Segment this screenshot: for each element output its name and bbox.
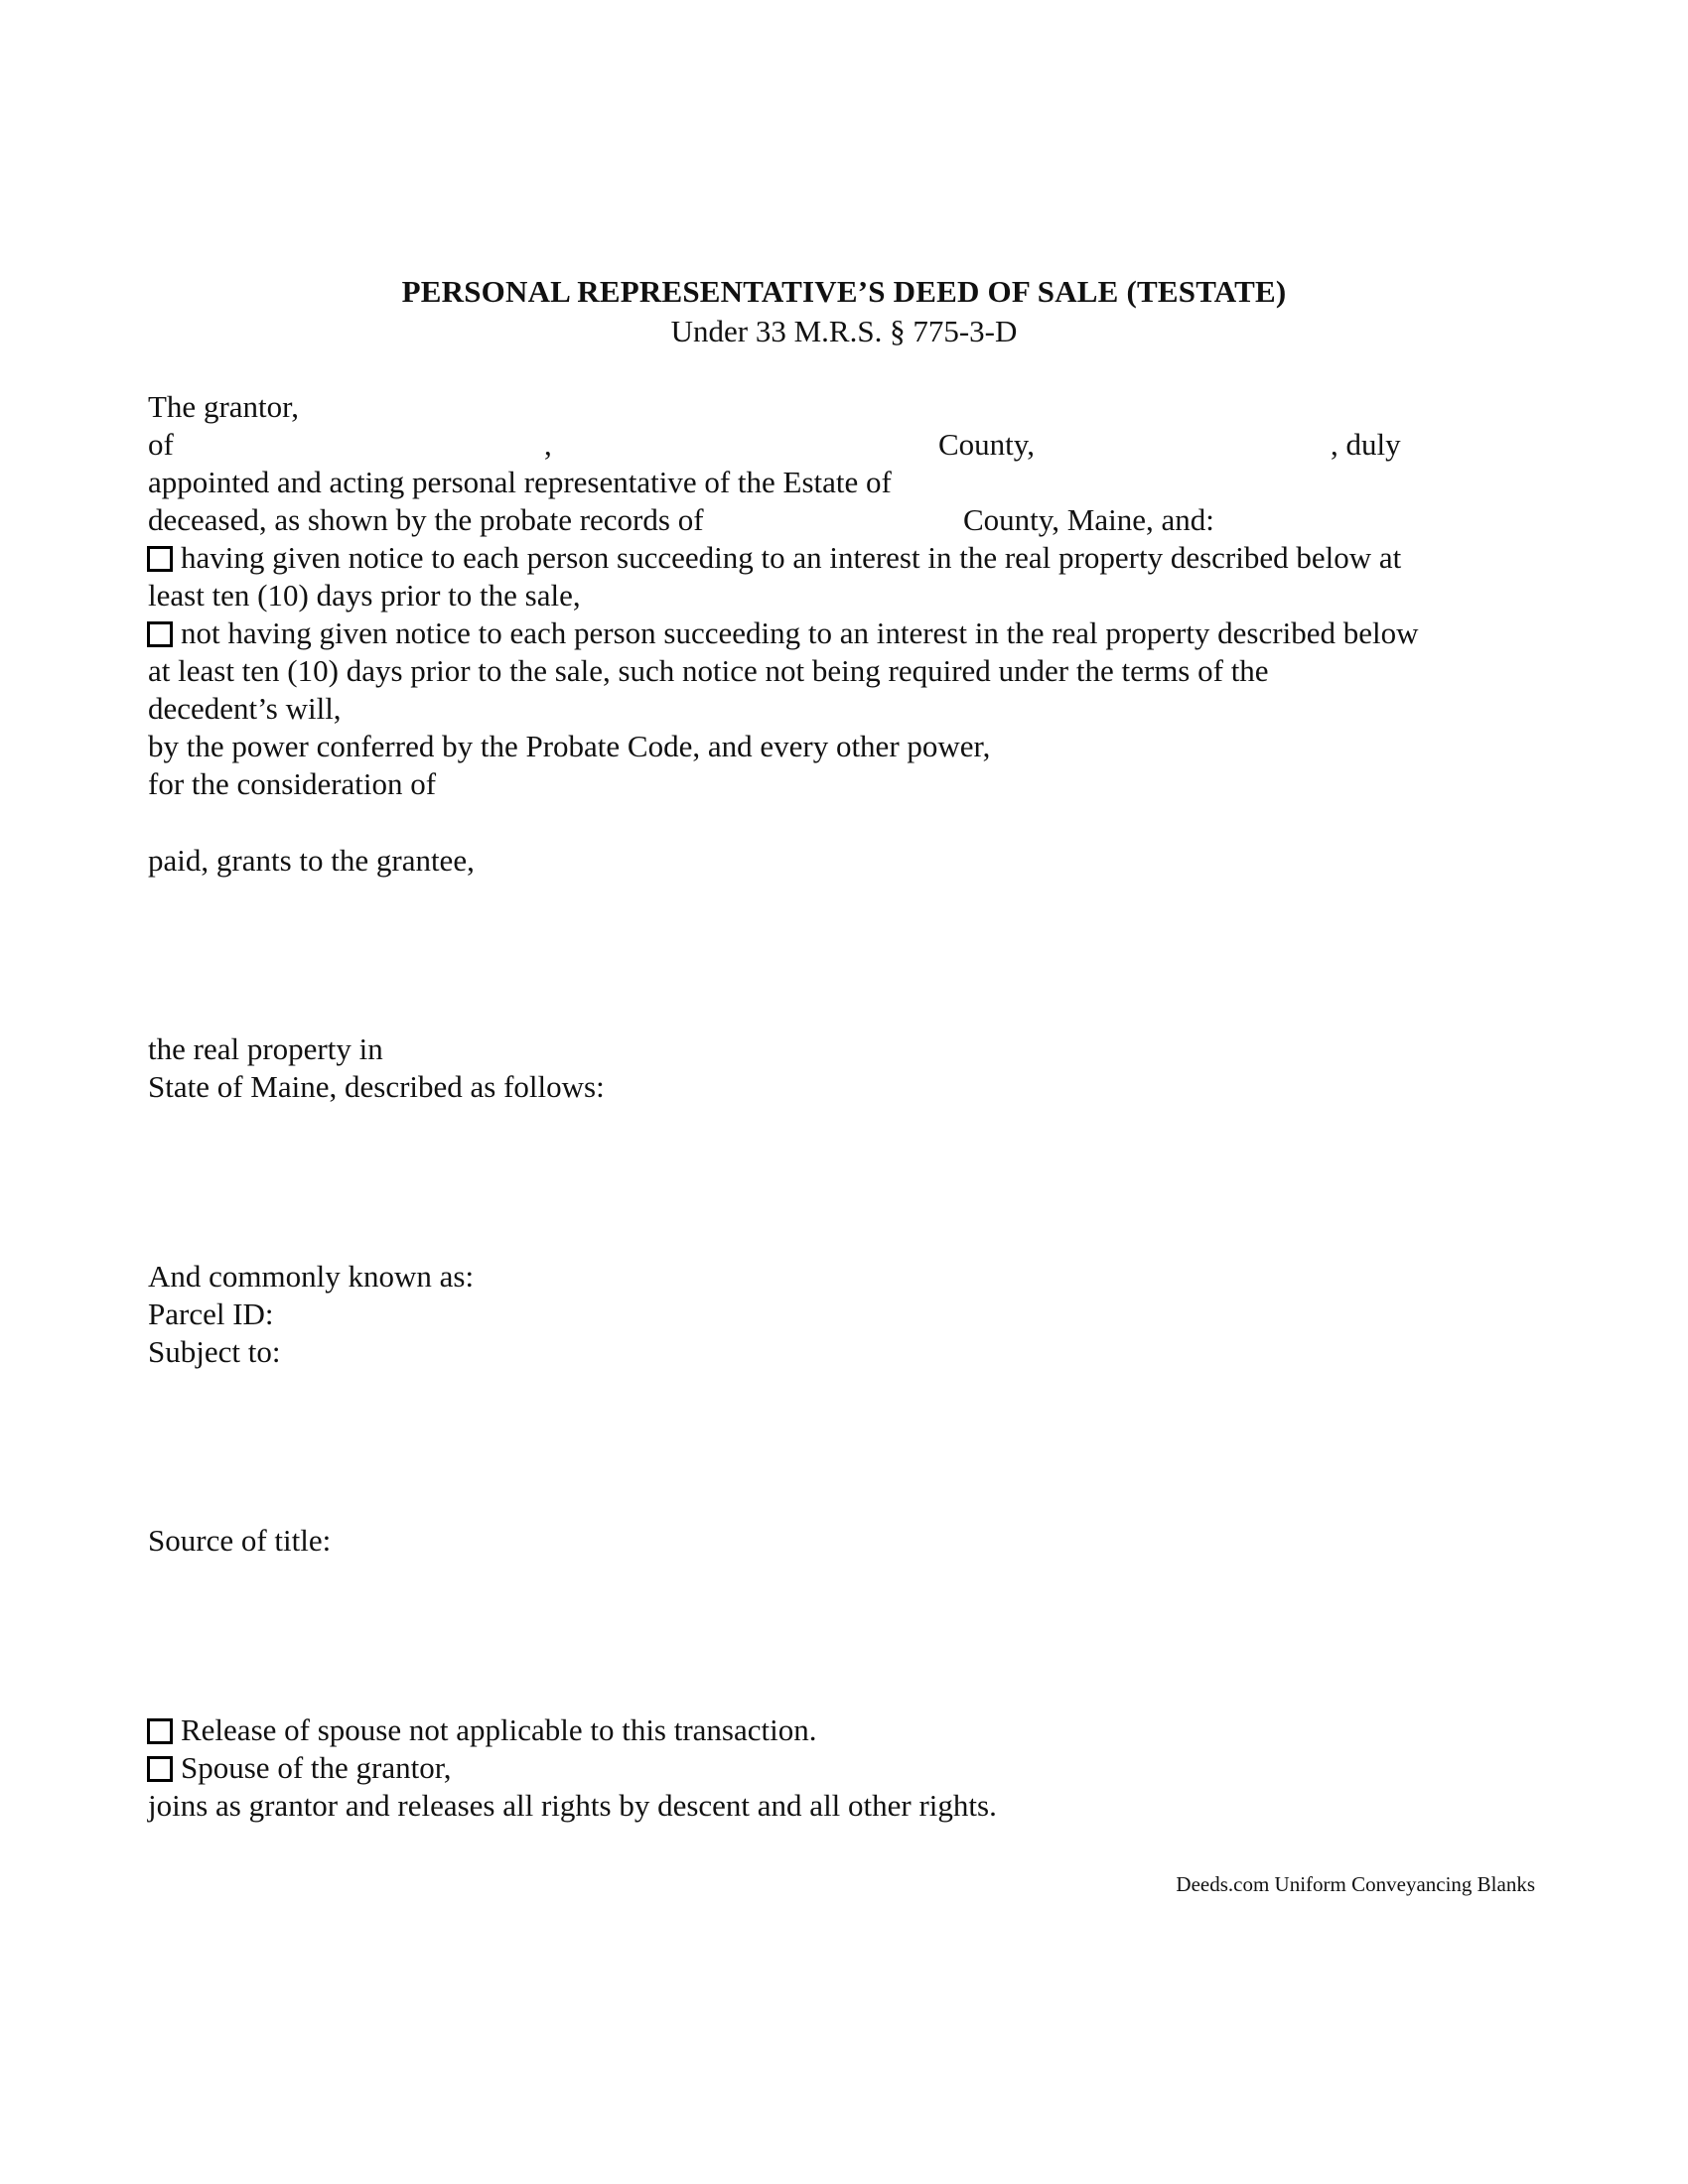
grantor-label: The grantor, <box>148 389 299 424</box>
county-label: County, <box>938 427 1036 462</box>
release-not-applicable-text: Release of spouse not applicable to this transaction. <box>181 1712 817 1747</box>
source-of-title-label: Source of title: <box>148 1523 332 1558</box>
notice-not-given-checkbox[interactable] <box>147 621 173 647</box>
commonly-known-label: And commonly known as: <box>148 1259 475 1294</box>
power-text: by the power conferred by the Probate Code, and every other power, <box>148 729 991 763</box>
document-title: PERSONAL REPRESENTATIVE’S DEED OF SALE (TESTATE) <box>401 274 1287 309</box>
subject-to-label: Subject to: <box>148 1334 281 1369</box>
footer-text: Deeds.com Uniform Conveyancing Blanks <box>1176 1872 1535 1896</box>
release-not-applicable-checkbox[interactable] <box>147 1718 173 1744</box>
notice-not-given-line3: decedent’s will, <box>148 691 342 726</box>
notice-given-checkbox[interactable] <box>147 546 173 572</box>
appointed-text: appointed and acting personal representative of the Estate of <box>148 465 892 499</box>
duly-label: , duly <box>1331 427 1401 462</box>
consideration-text: for the consideration of <box>148 766 437 801</box>
document-subtitle: Under 33 M.R.S. § 775-3-D <box>670 314 1018 348</box>
deceased-text: deceased, as shown by the probate records of <box>148 502 704 537</box>
spouse-checkbox[interactable] <box>147 1756 173 1782</box>
notice-given-line1: having given notice to each person succeeding to an interest in the real property described below at <box>181 540 1402 575</box>
notice-not-given-line1: not having given notice to each person succeeding to an interest in the real property described below <box>181 615 1419 650</box>
joins-text: joins as grantor and releases all rights by descent and all other rights. <box>148 1788 997 1823</box>
of-label: of <box>148 427 174 462</box>
comma-separator: , <box>544 427 552 462</box>
parcel-id-label: Parcel ID: <box>148 1297 274 1331</box>
spouse-label: Spouse of the grantor, <box>181 1750 452 1785</box>
state-text: State of Maine, described as follows: <box>148 1069 605 1104</box>
notice-given-line2: least ten (10) days prior to the sale, <box>148 578 581 613</box>
county-maine-text: County, Maine, and: <box>963 502 1214 537</box>
paid-grants-text: paid, grants to the grantee, <box>148 843 475 878</box>
real-property-text: the real property in <box>148 1031 383 1066</box>
notice-not-given-line2: at least ten (10) days prior to the sale, such notice not being required under the terms of the <box>148 653 1269 688</box>
